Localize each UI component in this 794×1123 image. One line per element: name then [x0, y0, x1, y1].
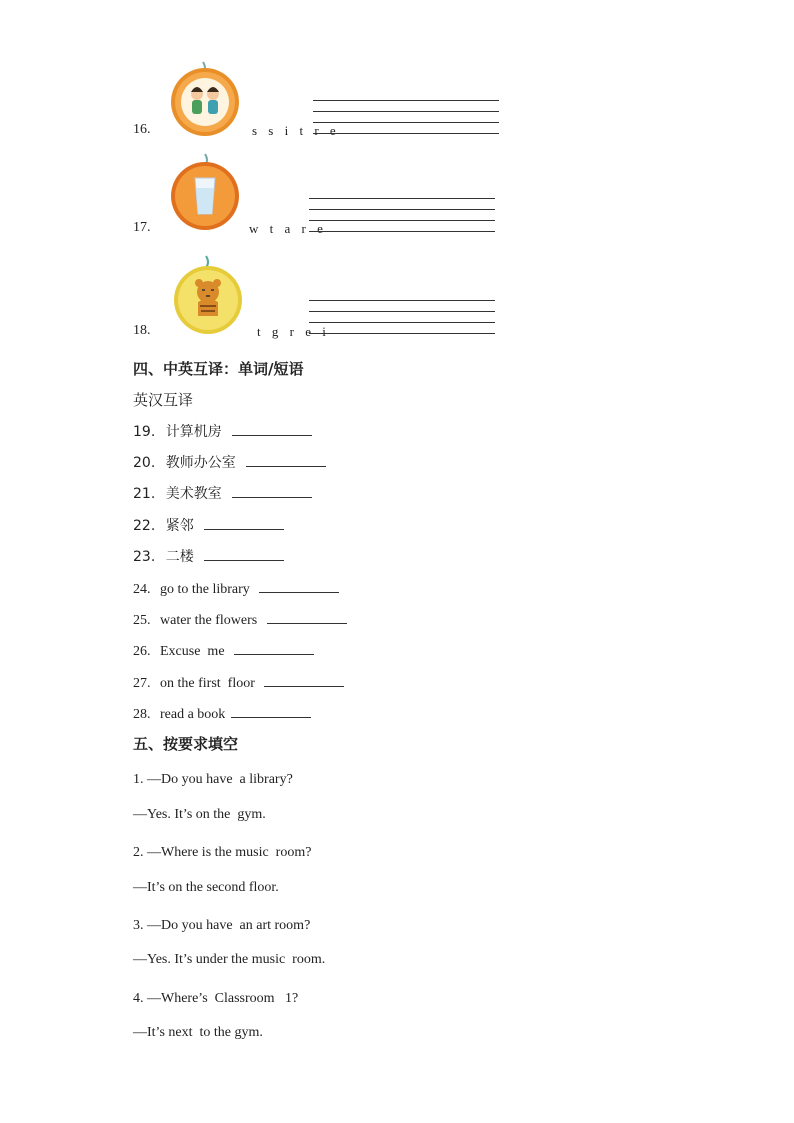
item-24 — [133, 578, 339, 598]
item-25-blank[interactable] — [267, 609, 347, 624]
item-19 — [133, 421, 312, 441]
item-19-text: 计算机房 — [165, 424, 222, 440]
section-5-title: 五、按要求填空 — [133, 735, 239, 753]
water-picture — [165, 152, 245, 232]
sisters-image — [165, 58, 245, 138]
item-27-blank[interactable] — [264, 672, 344, 687]
item-23-blank[interactable] — [204, 546, 284, 561]
item-16-letters: s s i t r e — [252, 123, 340, 138]
glass-of-water-image — [165, 152, 245, 232]
item-22-number: 22. — [133, 518, 156, 534]
item-20-blank[interactable] — [246, 452, 326, 467]
section-4-subtitle: 英汉互译 — [133, 391, 194, 409]
question-3: 3. —Do you have an art room? — [133, 918, 311, 933]
item-22 — [133, 515, 284, 535]
item-23-text: 二楼 — [165, 549, 194, 565]
sisters-picture — [165, 58, 245, 138]
item-25-text: water the flowers — [160, 613, 258, 628]
item-26-text: Excuse me — [160, 644, 225, 659]
answer-2: —It’s on the second floor. — [133, 880, 279, 895]
section-4-title: 四、中英互译：单词/短语 — [133, 360, 304, 378]
item-23 — [133, 546, 284, 566]
tiger-picture — [168, 254, 248, 340]
tiger-image — [168, 254, 248, 340]
item-25-number: 25. — [133, 613, 151, 628]
item-21-blank[interactable] — [232, 483, 312, 498]
item-17-number: 17. — [133, 220, 151, 235]
answer-1: —Yes. It’s on the gym. — [133, 807, 266, 822]
item-24-text: go to the library — [160, 582, 250, 597]
item-26 — [133, 640, 314, 660]
item-24-number: 24. — [133, 582, 151, 597]
item-28-text: read a book — [160, 707, 226, 722]
item-21-number: 21. — [133, 486, 156, 502]
item-24-blank[interactable] — [259, 578, 339, 593]
item-19-blank[interactable] — [232, 421, 312, 436]
item-21-text: 美术教室 — [165, 486, 222, 502]
item-22-text: 紧邻 — [165, 518, 194, 534]
item-20-text: 教师办公室 — [165, 455, 236, 471]
item-25 — [133, 609, 347, 629]
item-19-number: 19. — [133, 424, 156, 440]
item-26-number: 26. — [133, 644, 151, 659]
item-28-number: 28. — [133, 707, 151, 722]
item-27-number: 27. — [133, 676, 151, 691]
item-20-number: 20. — [133, 455, 156, 471]
item-27 — [133, 672, 344, 692]
item-18-letters: t g r e i — [257, 324, 330, 339]
item-20 — [133, 452, 326, 472]
item-18-number: 18. — [133, 323, 151, 338]
item-22-blank[interactable] — [204, 515, 284, 530]
item-23-number: 23. — [133, 549, 156, 565]
question-4: 4. —Where’s Classroom 1? — [133, 991, 299, 1006]
answer-4: —It’s next to the gym. — [133, 1025, 263, 1040]
answer-3: —Yes. It’s under the music room. — [133, 952, 326, 967]
item-28-blank[interactable] — [231, 703, 311, 718]
item-17-letters: w t a r e — [249, 221, 327, 236]
item-26-blank[interactable] — [234, 640, 314, 655]
item-27-text: on the first floor — [160, 676, 255, 691]
item-28 — [133, 703, 311, 723]
question-1: 1. —Do you have a library? — [133, 772, 293, 787]
question-2: 2. —Where is the music room? — [133, 845, 312, 860]
item-16-number: 16. — [133, 122, 151, 137]
item-21 — [133, 483, 312, 503]
